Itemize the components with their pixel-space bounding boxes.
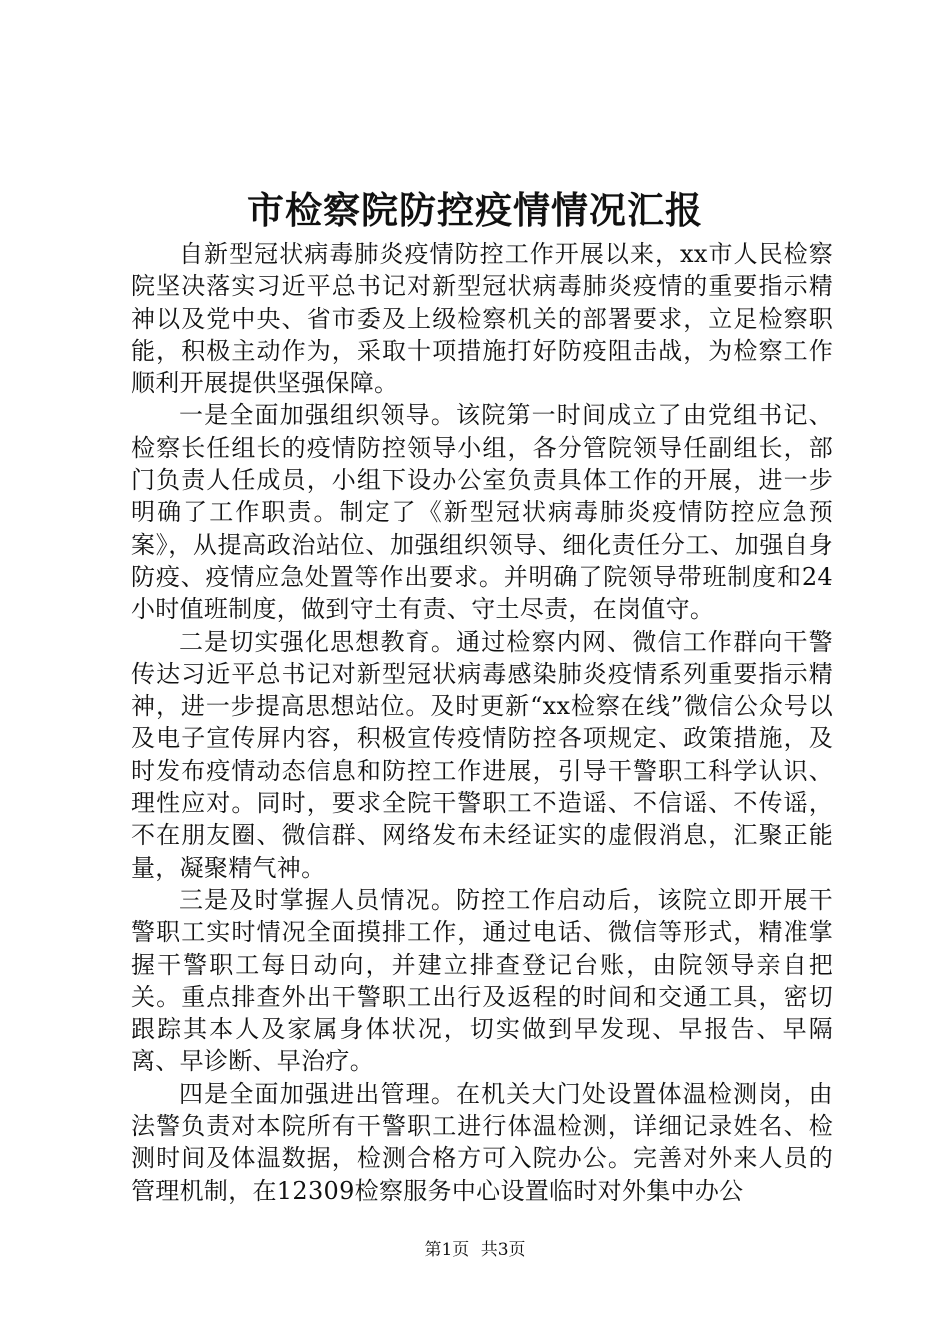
paragraph-1: 一是全面加强组织领导。该院第一时间成立了由党组书记、检察长任组长的疫情防控领导小组，各分管院领导任副组长，部门负责人任成员，小组下设办公室负责具体工作的开展，进一步明确了工作职责。制定了《新型冠状病毒肺炎疫情防控应急预案》，从提高政治站位、加强组织领导、细化责任分工、加强自身防疫、疫情应急处置等作出要求。并明确了院领导带班制度和24小时值班制度，做到守土有责、守土尽责，在岗值守。 xyxy=(131,401,833,624)
page-total: 共3页 xyxy=(480,1240,526,1260)
paragraph-2: 二是切实强化思想教育。通过检察内网、微信工作群向干警传达习近平总书记对新型冠状病毒感染肺炎疫情系列重要指示精神，进一步提高思想站位。及时更新“xx检察在线”微信公众号以及电子宣传屏内容，积极宣传疫情防控各项规定、政策措施，及时发布疫情动态信息和防控工作进展，引导干警职工科学认识、理性应对。同时，要求全院干警职工不造谣、不信谣、不传谣，不在朋友圈、微信群、网络发布未经证实的虚假消息，汇聚正能量，凝聚精气神。 xyxy=(131,627,833,882)
page-number: 第1页 xyxy=(424,1240,470,1260)
paragraph-intro: 自新型冠状病毒肺炎疫情防控工作开展以来，xx市人民检察院坚决落实习近平总书记对新型冠状病毒肺炎疫情的重要指示精神以及党中央、省市委及上级检察机关的部署要求，立足检察职能，积极主动作为，采取十项措施打好防疫阻击战，为检察工作顺利开展提供坚强保障。 xyxy=(131,240,833,398)
paragraph-3: 三是及时掌握人员情况。防控工作启动后，该院立即开展干警职工实时情况全面摸排工作，通过电话、微信等形式，精准掌握干警职工每日动向，并建立排查登记台账，由院领导亲自把关。重点排查外出干警职工出行及返程的时间和交通工具，密切跟踪其本人及家属身体状况，切实做到早发现、早报告、早隔离、早诊断、早治疗。 xyxy=(131,885,833,1076)
paragraph-4: 四是全面加强进出管理。在机关大门处设置体温检测岗，由法警负责对本院所有干警职工进行体温检测，详细记录姓名、检测时间及体温数据，检测合格方可入院办公。完善对外来人员的管理机制，在12309检察服务中心设置临时对外集中办公 xyxy=(131,1079,833,1205)
page-footer xyxy=(0,1238,950,1262)
document-body xyxy=(131,238,833,1207)
document-title: 市检察院防控疫情情况汇报 xyxy=(247,188,703,232)
